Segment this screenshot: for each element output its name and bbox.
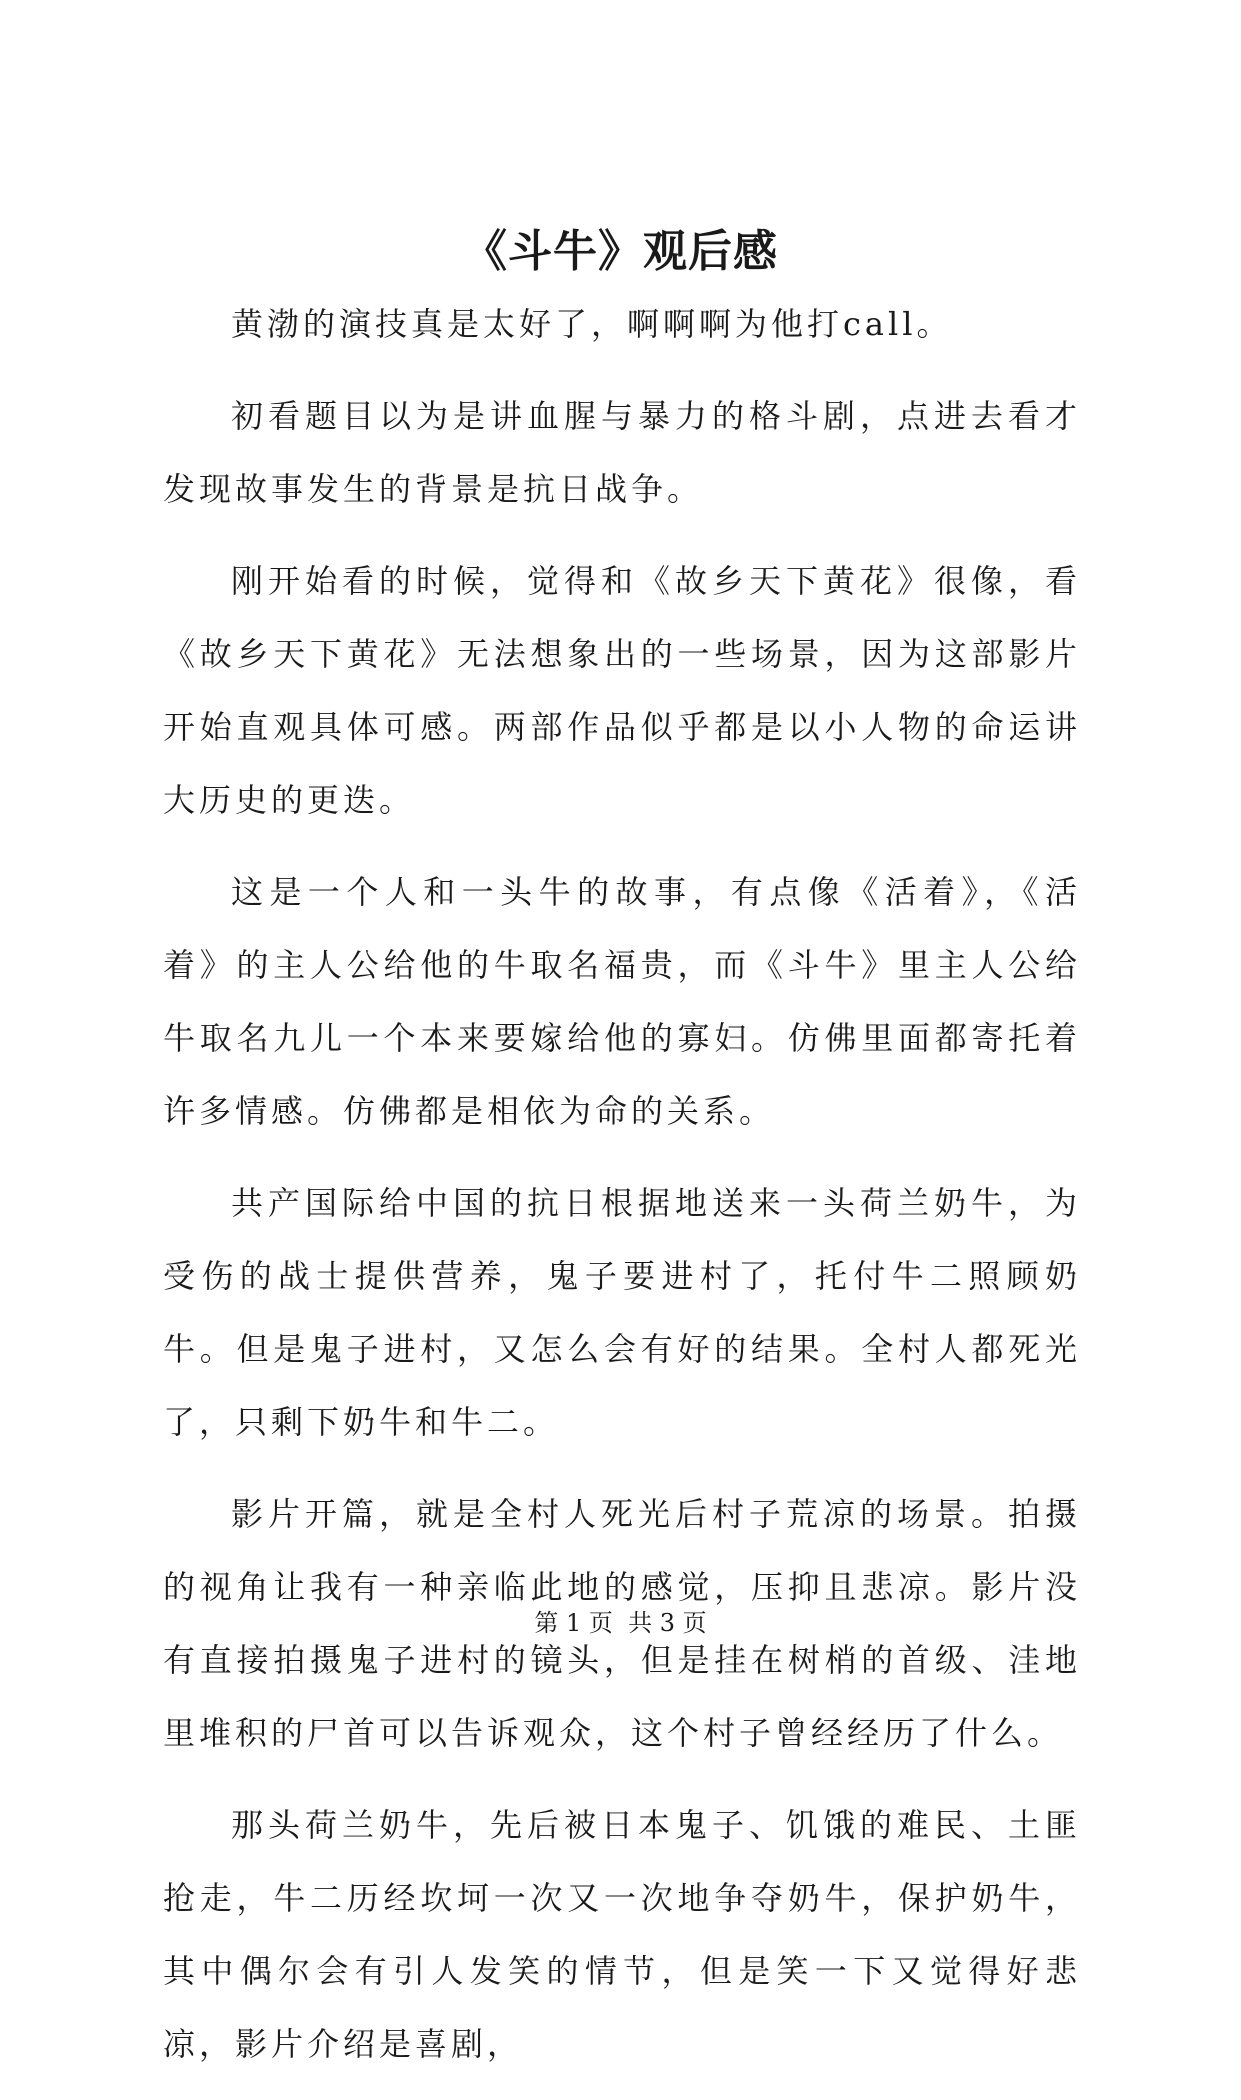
paragraph: 黄渤的演技真是太好了，啊啊啊为他打call。: [231, 305, 953, 343]
document-title: 《斗牛》观后感: [463, 226, 778, 277]
page-footer: [0, 1606, 1241, 1640]
paragraph: 初看题目以为是讲血腥与暴力的格斗剧，点进去看才发现故事发生的背景是抗日战争。: [163, 397, 1081, 508]
paragraph: 那头荷兰奶牛，先后被日本鬼子、饥饿的难民、土匪抢走，牛二历经坎坷一次又一次地争夺奶牛，保护奶牛，其中偶尔会有引人发笑的情节，但是笑一下又觉得好悲凉，影片介绍是喜剧，: [163, 1806, 1081, 2063]
page-number-label: 第 1 页 共 3 页: [534, 1609, 707, 1637]
paragraph: 刚开始看的时候，觉得和《故乡天下黄花》很像，看《故乡天下黄花》无法想象出的一些场景，因为这部影片开始直观具体可感。两部作品似乎都是以小人物的命运讲大历史的更迭。: [163, 562, 1081, 819]
paragraph: 这是一个人和一头牛的故事，有点像《活着》，《活着》的主人公给他的牛取名福贵，而《斗牛》里主人公给牛取名九儿一个本来要嫁给他的寡妇。仿佛里面都寄托着许多情感。仿佛都是相依为命的关系。: [163, 873, 1081, 1130]
paragraph: 影片开篇，就是全村人死光后村子荒凉的场景。拍摄的视角让我有一种亲临此地的感觉，压抑且悲凉。影片没有直接拍摄鬼子进村的镜头，但是挂在树梢的首级、洼地里堆积的尸首可以告诉观众，这个村子曾经经历了什么。: [163, 1495, 1081, 1752]
paragraph: 共产国际给中国的抗日根据地送来一头荷兰奶牛，为受伤的战士提供营养，鬼子要进村了，托付牛二照顾奶牛。但是鬼子进村，又怎么会有好的结果。全村人都死光了，只剩下奶牛和牛二。: [163, 1184, 1081, 1441]
document-body: [163, 288, 1081, 2100]
